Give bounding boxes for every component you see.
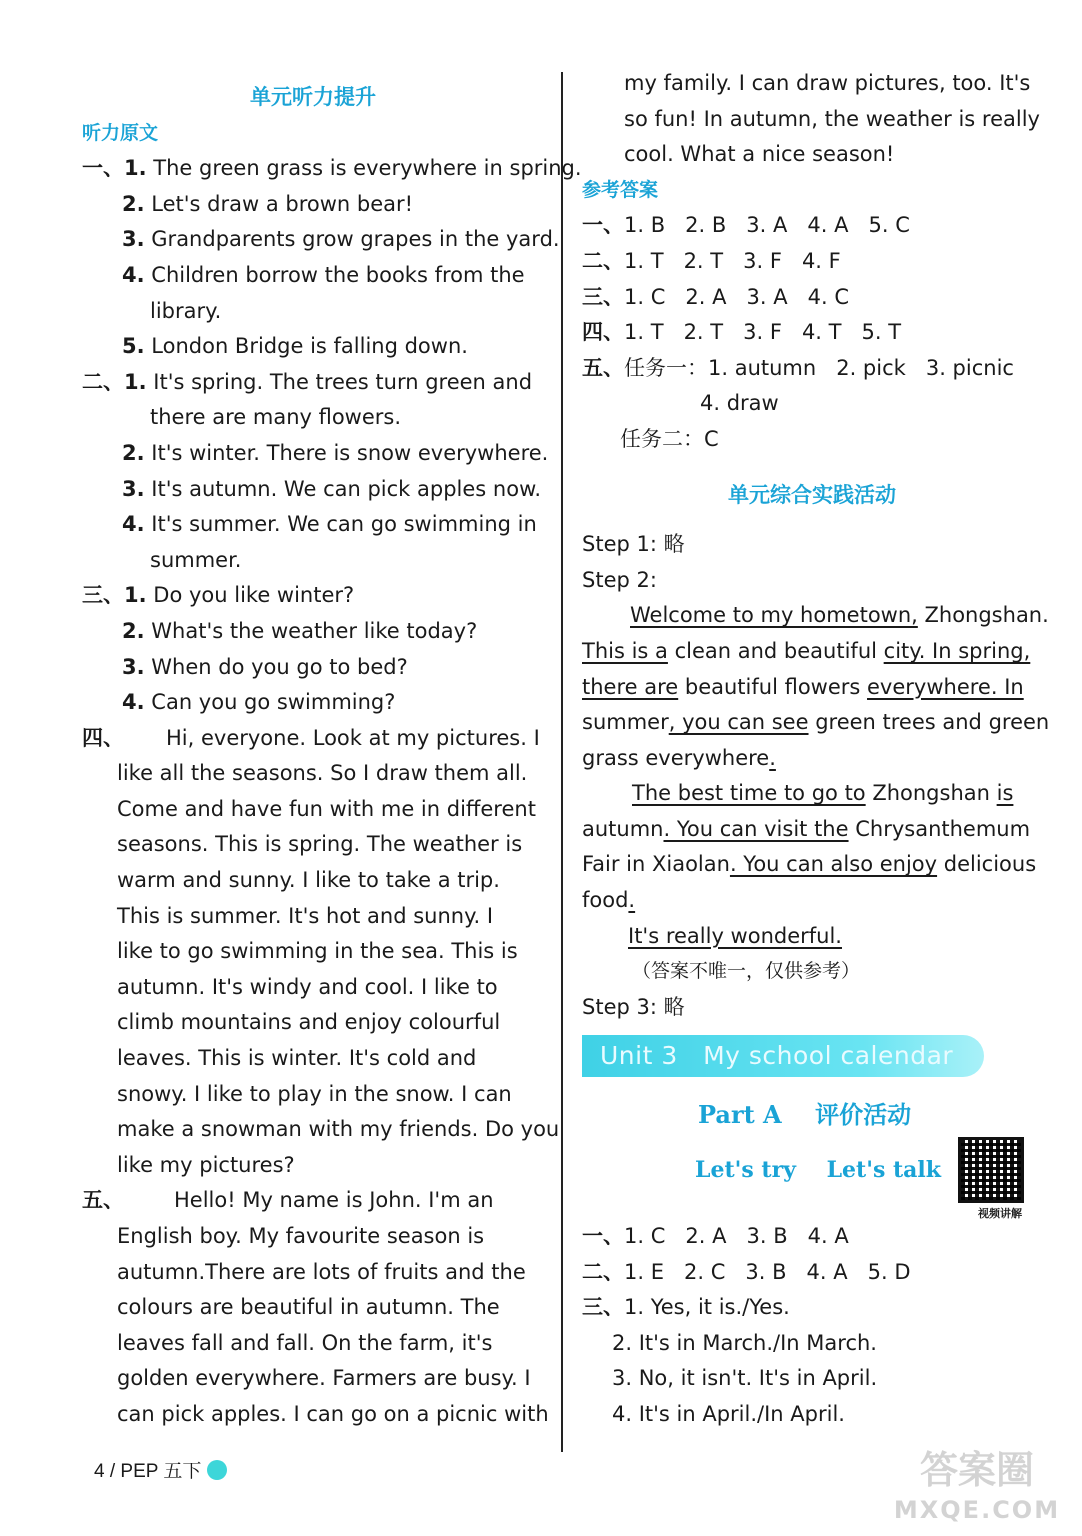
plain-text: green trees and green [808, 710, 1050, 735]
paragraph-line: climb mountains and enjoy colourful [117, 1010, 501, 1035]
answer-row: 任务二：C [620, 426, 719, 451]
item-number: 1. [124, 583, 147, 608]
answer-row: 4. It's in April./In April. [612, 1402, 845, 1426]
badge-icon [207, 1460, 227, 1480]
paragraph-line: colours are beautiful in autumn. The [117, 1295, 500, 1320]
answer-row: 1. Yes, it is./Yes. [624, 1295, 790, 1320]
item-text: Can you go swimming? [151, 690, 396, 715]
part-marker: 四、 [82, 725, 124, 750]
paragraph-line: golden everywhere. Farmers are busy. I [117, 1366, 531, 1391]
underlined-phrase: there are [582, 674, 679, 699]
plain-text: beautiful flowers [678, 674, 868, 699]
item-number: 1. [124, 369, 147, 394]
underlined-phrase: . [628, 888, 636, 913]
page-number-label: 4 / PEP 五下 [94, 1461, 202, 1482]
item-number: 2. [122, 440, 145, 465]
underlined-phrase: This is a [582, 638, 668, 663]
qr-caption: 视频讲解 [978, 1207, 1022, 1221]
part-marker: 一、 [582, 1224, 624, 1249]
underlined-phrase: It's really wonderful. [628, 923, 842, 948]
item-number: 3. [122, 476, 145, 501]
essay-paragraph-2 [582, 776, 1042, 918]
part-marker: 三、 [82, 583, 124, 608]
part-marker: 四、 [582, 320, 624, 345]
answer-row: 2. It's in March./In March. [612, 1330, 877, 1355]
watermark [882, 1450, 1072, 1530]
part-marker: 三、 [582, 284, 624, 309]
part-title: Part A 评价活动 [698, 1100, 912, 1130]
plain-text: grass everywhere [582, 745, 770, 770]
answer-row: 1. C 2. A 3. B 4. A [624, 1224, 849, 1249]
item-text: It's spring. The trees turn green and [153, 369, 533, 394]
item-number: 1. [124, 156, 147, 181]
paragraph-line: Hello! My name is John. I'm an [174, 1188, 494, 1213]
underlined-phrase: , you can see [668, 710, 809, 735]
essay-paragraph-1 [582, 598, 1050, 776]
underlined-phrase: The best time to go to [632, 781, 866, 806]
paragraph-line: autumn.There are lots of fruits and the [117, 1259, 526, 1284]
part-marker: 五、 [82, 1188, 124, 1213]
answer-row: 1. C 2. A 3. A 4. C [624, 284, 849, 309]
paragraph-line: leaves fall and fall. On the farm, it's [117, 1330, 493, 1355]
paragraph-line: can pick apples. I can go on a picnic with [117, 1401, 549, 1426]
item-text-cont: summer. [150, 547, 242, 572]
paragraph-line: autumn. It's windy and cool. I like to [117, 974, 498, 999]
item-number: 5. [122, 334, 145, 359]
answer-row: 1. B 2. B 3. A 4. A 5. C [624, 213, 910, 238]
item-text: Let's draw a brown bear! [151, 191, 414, 216]
paragraph-line: like my pictures? [117, 1152, 295, 1177]
item-number: 4. [122, 690, 145, 715]
plain-text: Zhongshan. [917, 603, 1049, 628]
subheading-answers: 参考答案 [582, 178, 659, 201]
paragraph-line: warm and sunny. I like to take a trip. [117, 868, 500, 893]
part-marker: 一、 [582, 213, 624, 238]
plain-text: summer [582, 710, 669, 735]
plain-text: delicious [937, 852, 1037, 877]
underlined-phrase: . You can visit the [663, 816, 849, 841]
underlined-phrase: city. In spring, [883, 638, 1031, 663]
step-three: Step 3: 略 [582, 994, 685, 1019]
paragraph-line: snowy. I like to play in the snow. I can [117, 1081, 512, 1106]
qr-code-icon[interactable] [958, 1137, 1024, 1203]
answer-row: 1. T 2. T 3. F 4. F [624, 248, 841, 273]
plain-text: food [582, 888, 629, 913]
plain-text: clean and beautiful [667, 638, 884, 663]
plain-text: autumn [582, 816, 664, 841]
paragraph-line: like all the seasons. So I draw them all. [117, 761, 528, 786]
watermark-logo: 答案圈 [919, 1448, 1034, 1492]
item-text: Grandparents grow grapes in the yard. [151, 227, 560, 252]
page-footer [94, 1456, 227, 1483]
paragraph-line: so fun! In autumn, the weather is really [624, 106, 1040, 131]
paragraph-line: like to go swimming in the sea. This is [117, 939, 518, 964]
try-talk-row [582, 1133, 1042, 1219]
underlined-phrase: is [996, 781, 1014, 806]
item-number: 2. [122, 618, 145, 643]
part-one [82, 151, 582, 365]
part-four [82, 721, 560, 1184]
underlined-phrase: everywhere. In [867, 674, 1024, 699]
item-text: When do you go to bed? [151, 654, 408, 679]
item-text: London Bridge is falling down. [151, 334, 468, 359]
item-number: 3. [122, 654, 145, 679]
plain-text: Zhongshan [865, 781, 997, 806]
paragraph-line: leaves. This is winter. It's cold and [117, 1046, 477, 1071]
item-text: It's winter. There is snow everywhere. [151, 440, 549, 465]
paragraph-line: make a snowman with my friends. Do you [117, 1117, 560, 1142]
answer-note: （答案不唯一，仅供参考） [632, 960, 861, 983]
plain-text: Fair in Xiaolan [582, 852, 730, 877]
right-column [582, 66, 1050, 1433]
item-text: The green grass is everywhere in spring. [153, 156, 582, 181]
section-title-listening: 单元听力提升 [250, 85, 376, 109]
paragraph-line: This is summer. It's hot and sunny. I [117, 903, 494, 928]
item-text: What's the weather like today? [151, 618, 478, 643]
item-number: 4. [122, 262, 145, 287]
answer-row: 任务一：1. autumn 2. pick 3. picnic [624, 355, 1014, 380]
underlined-phrase: Welcome to my hometown, [630, 603, 918, 628]
item-number: 2. [122, 191, 145, 216]
plain-text: Chrysanthemum [848, 816, 1031, 841]
answer-row: 1. T 2. T 3. F 4. T 5. T [624, 320, 902, 345]
underlined-phrase: . [769, 745, 776, 770]
subheading-transcript: 听力原文 [82, 121, 159, 144]
lets-try-talk-title: Let's try Let's talk [695, 1157, 942, 1184]
section-title-practice: 单元综合实践活动 [728, 482, 896, 507]
item-number: 3. [122, 227, 145, 252]
item-text: Do you like winter? [153, 583, 355, 608]
item-text-cont: library. [150, 298, 222, 323]
underlined-phrase: . You can also enjoy [729, 852, 938, 877]
paragraph-line: Hi, everyone. Look at my pictures. I [166, 725, 540, 750]
part-marker: 二、 [582, 1259, 624, 1284]
part-marker: 一、 [82, 156, 124, 181]
part-three [82, 578, 544, 720]
part-two [82, 365, 549, 579]
left-column [82, 80, 582, 1433]
item-text: Children borrow the books from the [151, 262, 525, 287]
step-two: Step 2: [582, 567, 657, 592]
paragraph-line: my family. I can draw pictures, too. It's [624, 71, 1031, 95]
part-marker: 二、 [82, 369, 124, 394]
item-number: 4. [122, 512, 145, 537]
part-five [82, 1183, 549, 1432]
paragraph-line: seasons. This is spring. The weather is [117, 832, 523, 857]
paragraph-line: Come and have fun with me in different [117, 796, 536, 821]
paragraph-line: cool. What a nice season! [624, 142, 895, 167]
answer-row: 4. draw [700, 391, 779, 416]
answer-row: 3. No, it isn't. It's in April. [612, 1366, 878, 1391]
item-text: It's autumn. We can pick apples now. [151, 476, 541, 501]
answer-row: 1. E 2. C 3. B 4. A 5. D [624, 1259, 911, 1284]
column-divider [561, 72, 563, 1452]
watermark-url: MXQE.COM [893, 1496, 1061, 1524]
part-marker: 三、 [582, 1295, 624, 1320]
paragraph-line: English boy. My favourite season is [117, 1224, 485, 1248]
item-text: It's summer. We can go swimming in [151, 512, 537, 537]
part-marker: 二、 [582, 248, 624, 273]
step-one: Step 1: 略 [582, 532, 685, 557]
part-marker: 五、 [582, 355, 624, 380]
item-text-cont: there are many flowers. [150, 405, 402, 430]
unit-banner: Unit 3 My school calendar [582, 1035, 984, 1077]
